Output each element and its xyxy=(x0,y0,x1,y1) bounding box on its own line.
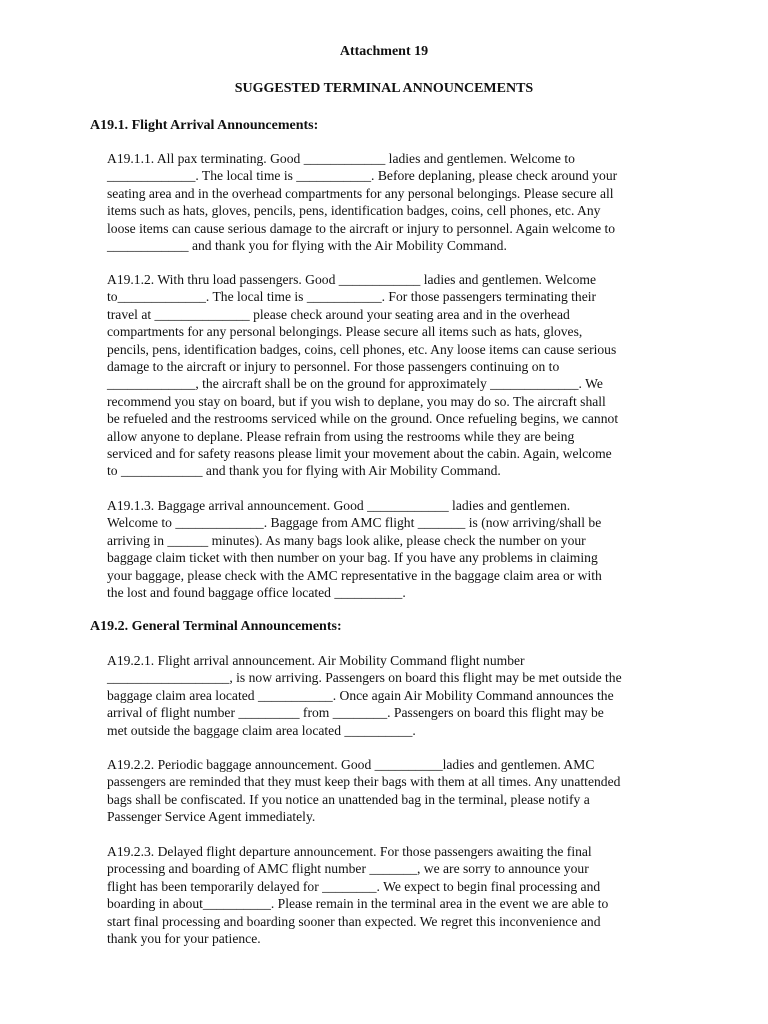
paragraph-line: A19.2.1. Flight arrival announcement. Air Mobility Command flight number xyxy=(107,653,525,668)
paragraph-line: baggage claim ticket with then number on your bag. If you have any problems in claiming xyxy=(107,550,598,566)
paragraph-line: loose items can cause serious damage to the aircraft or injury to personnel. Again welcome to xyxy=(107,220,616,236)
paragraph-line: to ____________ and thank you for flying with Air Mobility Command. xyxy=(107,463,501,479)
paragraph-line: travel at ______________ please check around your seating area and in the overhead xyxy=(107,306,570,322)
paragraph-a19-1-1 xyxy=(107,150,672,254)
paragraph-line: processing and boarding of AMC flight number _______, we are sorry to announce your xyxy=(107,861,589,877)
paragraph-line: A19.2.3. Delayed flight departure announcement. For those passengers awaiting the final xyxy=(107,844,592,859)
paragraph-a19-1-2 xyxy=(107,271,672,480)
paragraph-line: your baggage, please check with the AMC representative in the baggage claim area or with xyxy=(107,567,602,583)
paragraph-line: passengers are reminded that they must keep their bags with them at all times. Any unattended xyxy=(107,774,621,790)
paragraph-line: seating area and in the overhead compartments for any personal belongings. Please secure all xyxy=(107,185,614,201)
paragraph-line: A19.2.2. Periodic baggage announcement. Good __________ladies and gentlemen. AMC xyxy=(107,757,595,772)
paragraph-line: A19.1.2. With thru load passengers. Good ____________ ladies and gentlemen. Welcome xyxy=(107,272,597,287)
paragraph-line: Passenger Service Agent immediately. xyxy=(107,809,316,825)
attachment-title: Attachment 19 xyxy=(339,44,429,59)
paragraph-line: arriving in ______ minutes). As many bags look alike, please check the number on your xyxy=(107,532,586,548)
paragraph-line: baggage claim area located ___________. Once again Air Mobility Command announces the xyxy=(107,687,614,703)
paragraph-line: arrival of flight number _________ from ________. Passengers on board this flight may be xyxy=(107,705,604,721)
paragraph-line: start final processing and boarding sooner than expected. We regret this inconvenience and xyxy=(107,913,601,929)
paragraph-line: thank you for your patience. xyxy=(107,931,261,947)
paragraph-line: ____________ and thank you for flying with the Air Mobility Command. xyxy=(107,238,507,254)
paragraph-line: damage to the aircraft or injury to personnel. For those passengers continuing on to xyxy=(107,359,560,375)
paragraph-line: flight has been temporarily delayed for ________. We expect to begin final processing and xyxy=(107,878,601,894)
paragraph-line: the lost and found baggage office located __________. xyxy=(107,585,406,601)
paragraph-line: _____________. The local time is ___________. Before deplaning, please check around your xyxy=(107,168,618,184)
paragraph-line: met outside the baggage claim area located __________. xyxy=(107,722,416,738)
section-heading-general-terminal: A19.2. General Terminal Announcements: xyxy=(90,619,342,634)
paragraph-line: to_____________. The local time is ___________. For those passengers terminating their xyxy=(107,289,597,305)
paragraph-line: A19.1.1. All pax terminating. Good ____________ ladies and gentlemen. Welcome to xyxy=(107,151,575,166)
paragraph-line: serviced and for safety reasons please limit your movement about the cabin. Again, welcome xyxy=(107,446,612,462)
paragraph-a19-1-3 xyxy=(107,497,672,601)
section-heading-flight-arrival: A19.1. Flight Arrival Announcements: xyxy=(90,118,319,133)
paragraph-a19-2-3 xyxy=(107,843,672,947)
paragraph-line: Welcome to _____________. Baggage from AMC flight _______ is (now arriving/shall be xyxy=(107,515,602,531)
paragraph-line: recommend you stay on board, but if you wish to deplane, you may do so. The aircraft shall xyxy=(107,393,606,409)
paragraph-line: _____________, the aircraft shall be on the ground for approximately _____________. We xyxy=(107,376,603,392)
paragraph-line: boarding in about__________. Please remain in the terminal area in the event we are able to xyxy=(107,896,609,912)
paragraph-line: be refueled and the restrooms serviced while on the ground. Once refueling begins, we cannot xyxy=(107,411,619,427)
paragraph-line: bags shall be confiscated. If you notice an unattended bag in the terminal, please notify a xyxy=(107,791,590,807)
document-title: SUGGESTED TERMINAL ANNOUNCEMENTS xyxy=(234,81,534,96)
paragraph-line: compartments for any personal belongings. Please secure all items such as hats, gloves, xyxy=(107,324,583,340)
paragraph-a19-2-2 xyxy=(107,756,672,826)
paragraph-line: allow anyone to deplane. Please refrain from using the restrooms while they are being xyxy=(107,428,575,444)
paragraph-line: pencils, pens, identification badges, coins, cell phones, etc. Any loose items can cause serious xyxy=(107,341,617,357)
paragraph-line: A19.1.3. Baggage arrival announcement. Good ____________ ladies and gentlemen. xyxy=(107,498,571,513)
paragraph-line: items such as hats, gloves, pencils, pens, identification badges, coins, cell phones, etc. Any xyxy=(107,203,601,219)
paragraph-line: __________________, is now arriving. Passengers on board this flight may be met outside the xyxy=(107,670,622,686)
paragraph-a19-2-1 xyxy=(107,652,672,739)
